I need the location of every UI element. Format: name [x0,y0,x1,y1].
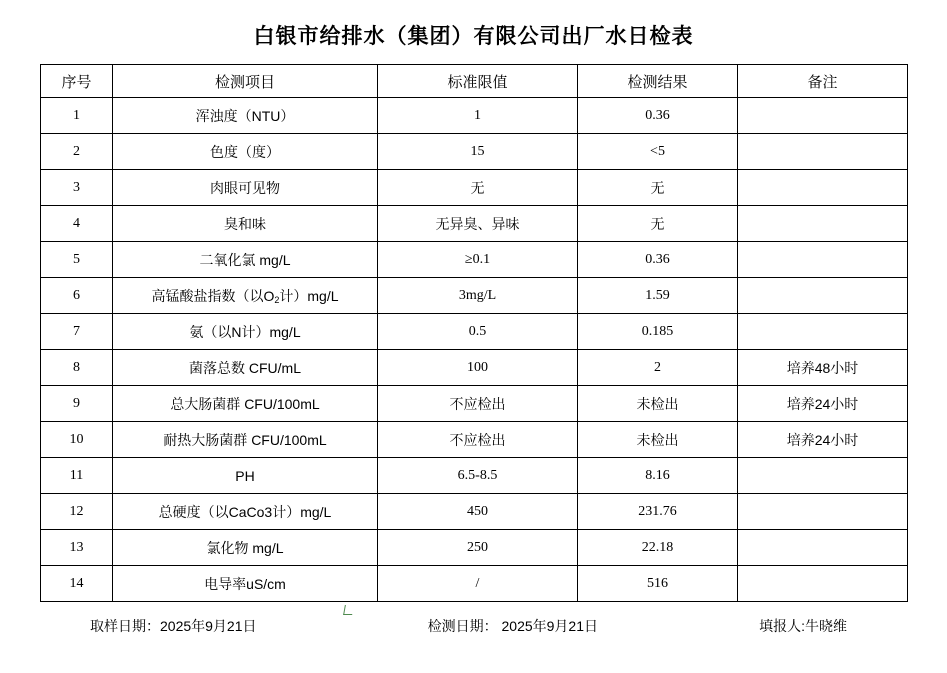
cell-result: 0.185 [578,314,738,350]
table-row [41,134,908,170]
cell-item: 浑浊度（NTU） [113,98,378,134]
cell-limit: 450 [378,494,578,530]
corner-mark [343,605,354,615]
cell-no: 7 [41,314,113,350]
cell-item: 耐热大肠菌群 CFU/100mL [113,422,378,458]
table-body [41,98,908,602]
cell-result: 未检出 [578,386,738,422]
cell-result: 516 [578,566,738,602]
cell-no: 12 [41,494,113,530]
table-row [41,170,908,206]
header-limit: 标准限值 [378,65,578,98]
cell-limit: 6.5-8.5 [378,458,578,494]
footer [0,616,947,636]
cell-limit: 3mg/L [378,278,578,314]
cell-note: 培养24小时 [738,422,908,458]
cell-limit: 15 [378,134,578,170]
table-row [41,98,908,134]
cell-item: 电导率uS/cm [113,566,378,602]
cell-no: 5 [41,242,113,278]
report-page [0,20,947,673]
cell-no: 8 [41,350,113,386]
cell-result: 8.16 [578,458,738,494]
cell-note [738,134,908,170]
cell-no: 11 [41,458,113,494]
cell-result: 0.36 [578,98,738,134]
water-quality-table [40,64,908,602]
cell-result: 1.59 [578,278,738,314]
cell-item: 氨（以N计）mg/L [113,314,378,350]
cell-no: 2 [41,134,113,170]
header-no: 序号 [41,65,113,98]
cell-no: 3 [41,170,113,206]
cell-result: 2 [578,350,738,386]
table-row [41,242,908,278]
cell-item: 高锰酸盐指数（以$O_2$计）mg/L [113,278,378,314]
table-header-row [41,65,908,98]
testing-date: 检测日期： 2025年9月21日 [427,618,599,634]
cell-result: 231.76 [578,494,738,530]
cell-item: 菌落总数 CFU/mL [113,350,378,386]
cell-no: 14 [41,566,113,602]
cell-result: 22.18 [578,530,738,566]
header-item: 检测项目 [113,65,378,98]
cell-limit: 不应检出 [378,386,578,422]
header-note: 备注 [738,65,908,98]
cell-no: 4 [41,206,113,242]
cell-no: 9 [41,386,113,422]
table-row [41,386,908,422]
cell-item: 臭和味 [113,206,378,242]
cell-note [738,530,908,566]
cell-note [738,278,908,314]
cell-limit: 无 [378,170,578,206]
cell-note [738,314,908,350]
cell-no: 13 [41,530,113,566]
cell-note [738,566,908,602]
table-row [41,350,908,386]
cell-no: 1 [41,98,113,134]
cell-item: 色度（度） [113,134,378,170]
cell-item: 二氧化氯 mg/L [113,242,378,278]
cell-item: 氯化物 mg/L [113,530,378,566]
cell-limit: 1 [378,98,578,134]
page-title: 白银市给排水（集团）有限公司出厂水日检表 [253,25,694,48]
header-result: 检测结果 [578,65,738,98]
cell-limit: 不应检出 [378,422,578,458]
filled-by: 填报人:牛晓维 [759,618,847,634]
cell-limit: 0.5 [378,314,578,350]
cell-result: 0.36 [578,242,738,278]
sampling-date: 取样日期：2025年9月21日 [90,618,257,634]
table-row [41,494,908,530]
cell-limit: / [378,566,578,602]
cell-limit: 无异臭、异味 [378,206,578,242]
cell-note [738,170,908,206]
table-row [41,422,908,458]
table-header [41,65,908,98]
cell-limit: ≥0.1 [378,242,578,278]
cell-note [738,242,908,278]
table-row [41,458,908,494]
cell-note [738,98,908,134]
cell-limit: 100 [378,350,578,386]
cell-result: 无 [578,206,738,242]
cell-item: 总硬度（以CaCo3计）mg/L [113,494,378,530]
table-container [0,64,947,602]
cell-note: 培养48小时 [738,350,908,386]
cell-item: PH [113,458,378,494]
cell-item: 肉眼可见物 [113,170,378,206]
cell-no: 6 [41,278,113,314]
cell-result: <5 [578,134,738,170]
cell-note [738,458,908,494]
cell-result: 无 [578,170,738,206]
table-row [41,278,908,314]
cell-no: 10 [41,422,113,458]
cell-note: 培养24小时 [738,386,908,422]
cell-result: 未检出 [578,422,738,458]
cell-note [738,494,908,530]
table-row [41,206,908,242]
cell-note [738,206,908,242]
table-row [41,314,908,350]
cell-limit: 250 [378,530,578,566]
cell-item: 总大肠菌群 CFU/100mL [113,386,378,422]
table-row [41,566,908,602]
table-row [41,530,908,566]
